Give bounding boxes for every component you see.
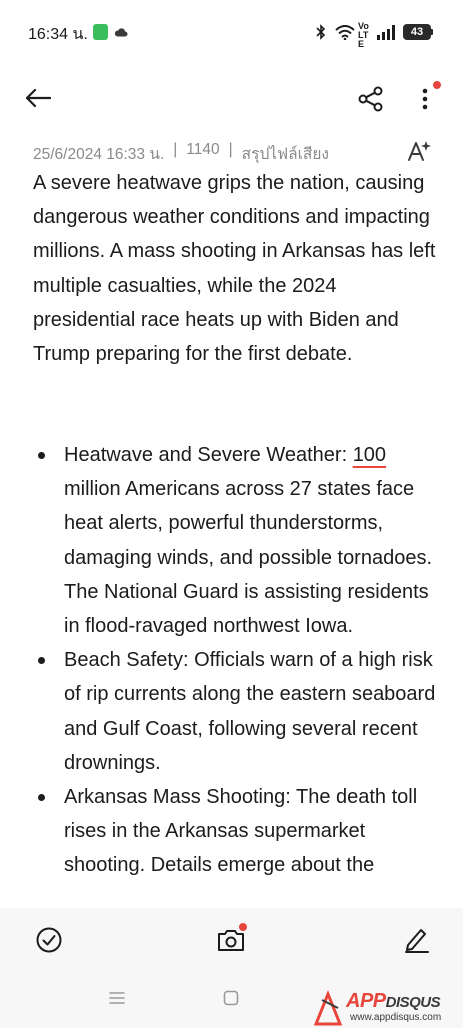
home-square-icon bbox=[222, 989, 240, 1007]
done-button[interactable] bbox=[35, 926, 63, 954]
nav-home-button[interactable] bbox=[222, 989, 240, 1007]
nav-recents-button[interactable] bbox=[108, 989, 126, 1007]
status-time: 16:34 น. bbox=[28, 26, 88, 43]
camera-notification-dot bbox=[239, 923, 247, 931]
meta-separator: | bbox=[228, 141, 233, 158]
menu-icon bbox=[108, 989, 126, 1007]
bullet-lead: Heatwave and Severe Weather: bbox=[64, 444, 353, 466]
audio-summary-label: สรุปไฟล์เสียง bbox=[241, 146, 329, 163]
summary-bullets bbox=[33, 438, 443, 883]
summary-paragraph: A severe heatwave grips the nation, causing dangerous weather conditions and impacting millions. A mass shooting in Arkansas has left multiple casualties, while the 2024 presidential race heats up with Biden and Trump preparing for the first debate. bbox=[33, 172, 436, 366]
edit-button[interactable] bbox=[403, 924, 431, 954]
meta-separator: | bbox=[173, 141, 178, 158]
note-count: 1140 bbox=[186, 141, 220, 158]
note-content[interactable] bbox=[33, 0, 443, 908]
check-circle-icon bbox=[35, 926, 63, 954]
watermark-url: www.appdisqus.com bbox=[350, 1012, 442, 1023]
bullet-text: Arkansas Mass Shooting: The death toll rises in the Arkansas supermarket shooting. Details emerge about the bbox=[64, 786, 418, 877]
watermark-brand-a: APP bbox=[346, 990, 386, 1012]
note-date: 25/6/2024 16:33 น. bbox=[33, 146, 165, 163]
bullet-dot bbox=[38, 452, 45, 459]
list-item bbox=[33, 780, 443, 883]
watermark-brand-b: DISQUS bbox=[385, 994, 441, 1011]
pen-icon bbox=[403, 924, 431, 954]
list-item bbox=[33, 643, 443, 780]
spellcheck-flagged-word[interactable]: 100 bbox=[352, 444, 387, 466]
list-item bbox=[33, 438, 443, 643]
volte-label: Vo LTE bbox=[358, 21, 369, 49]
bullet-dot bbox=[38, 794, 45, 801]
bullet-rest: million Americans across 27 states face heat alerts, powerful thunderstorms, damaging winds, and possible tornadoes. The National Guard is assisting residents in flood-ravaged northwest Iowa. bbox=[64, 478, 433, 638]
bullet-dot bbox=[38, 657, 45, 664]
watermark-brand bbox=[346, 990, 440, 1013]
battery-level: 43 bbox=[410, 26, 424, 38]
bullet-text: Beach Safety: Officials warn of a high risk of rip currents along the eastern seaboard and Gulf Coast, following several recent drownings. bbox=[64, 649, 436, 774]
